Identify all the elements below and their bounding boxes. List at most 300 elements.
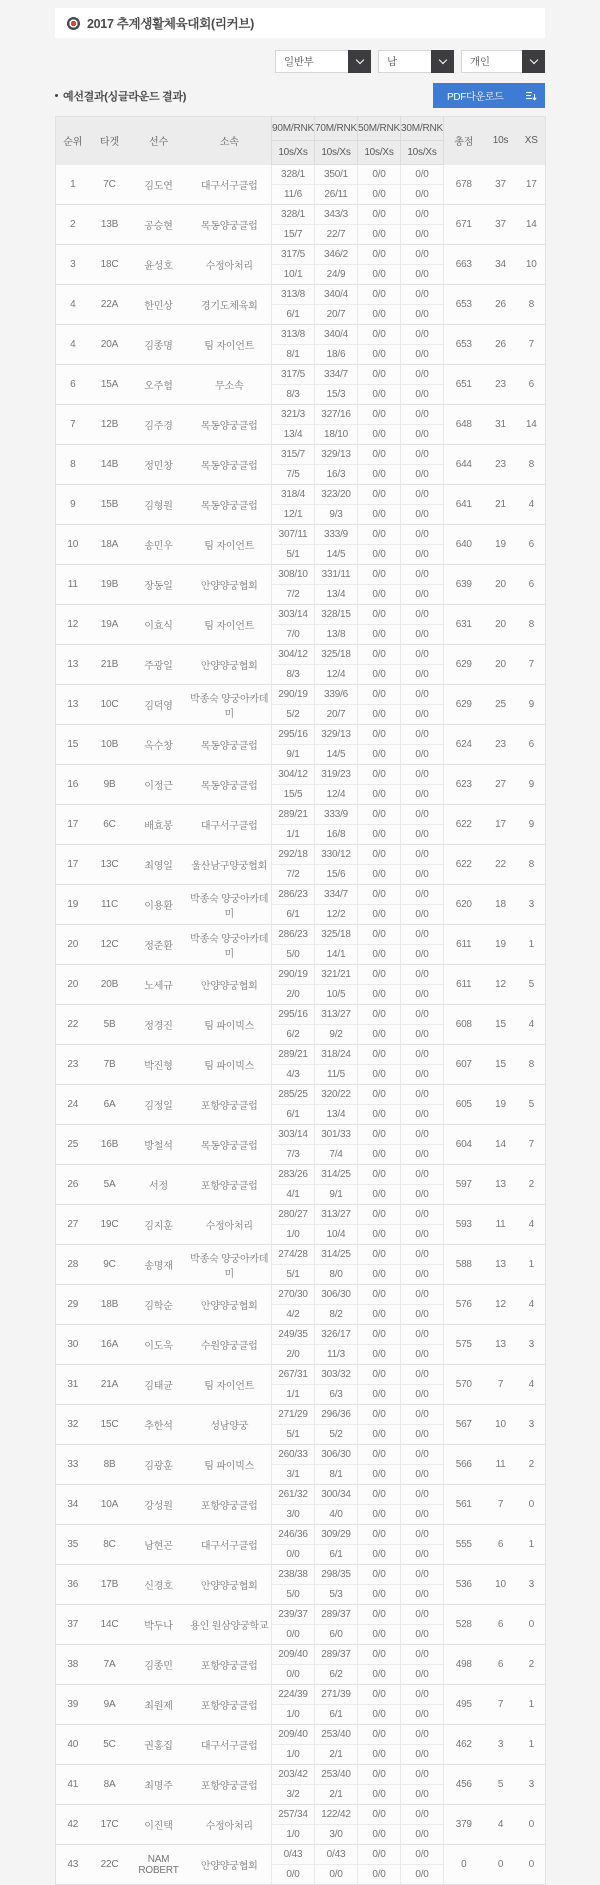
score-70m-line2: 8/0	[315, 1265, 358, 1285]
archery-target-icon	[67, 17, 80, 30]
club-cell: 수정아처리	[188, 1805, 272, 1845]
tens-cell: 6	[484, 1645, 518, 1685]
result-row	[56, 445, 546, 465]
total-cell: 631	[444, 605, 484, 645]
club-cell: 팀 자이언트	[188, 605, 272, 645]
xs-cell: 3	[518, 1325, 546, 1365]
total-cell: 663	[444, 245, 484, 285]
result-row	[56, 725, 546, 745]
score-50m-line1: 0/0	[358, 845, 401, 865]
score-90m-line1: 321/3	[272, 405, 315, 425]
club-cell: 안양양궁협회	[188, 1285, 272, 1325]
score-30m-line1: 0/0	[401, 1325, 444, 1345]
rank-cell: 2	[56, 205, 90, 245]
club-cell: 안양양궁협회	[188, 965, 272, 1005]
score-30m-line2: 0/0	[401, 1625, 444, 1645]
xs-cell: 1	[518, 1245, 546, 1285]
score-50m-line1: 0/0	[358, 965, 401, 985]
rank-cell: 42	[56, 1805, 90, 1845]
score-90m-line1: 260/33	[272, 1445, 315, 1465]
target-cell: 20A	[90, 325, 130, 365]
player-cell: 김형원	[130, 485, 188, 525]
score-90m-line2: 4/1	[272, 1185, 315, 1205]
score-70m-line1: 314/25	[315, 1245, 358, 1265]
score-90m-line2: 5/0	[272, 1585, 315, 1605]
score-50m-line1: 0/0	[358, 725, 401, 745]
score-50m-line2: 0/0	[358, 305, 401, 325]
score-50m-line1: 0/0	[358, 485, 401, 505]
score-70m-line2: 9/2	[315, 1025, 358, 1045]
score-30m-line1: 0/0	[401, 1405, 444, 1425]
score-90m-line2: 7/5	[272, 465, 315, 485]
club-cell: 포항양궁클럽	[188, 1685, 272, 1725]
xs-cell: 7	[518, 645, 546, 685]
score-70m-line2: 18/10	[315, 425, 358, 445]
tens-cell: 13	[484, 1165, 518, 1205]
player-cell: 이도욱	[130, 1325, 188, 1365]
score-50m-line1: 0/0	[358, 1645, 401, 1665]
total-cell: 653	[444, 285, 484, 325]
score-30m-line2: 0/0	[401, 185, 444, 205]
result-row	[56, 1085, 546, 1105]
total-cell: 629	[444, 685, 484, 725]
tens-cell: 27	[484, 765, 518, 805]
target-cell: 15A	[90, 365, 130, 405]
score-50m-line2: 0/0	[358, 905, 401, 925]
score-90m-line1: 313/8	[272, 285, 315, 305]
result-row	[56, 325, 546, 345]
score-30m-line2: 0/0	[401, 1225, 444, 1245]
score-90m-line1: 315/7	[272, 445, 315, 465]
score-70m-line1: 331/11	[315, 565, 358, 585]
player-cell: 박두나	[130, 1605, 188, 1645]
score-50m-line2: 0/0	[358, 785, 401, 805]
score-30m-line1: 0/0	[401, 1565, 444, 1585]
division-select-value: 일반부	[284, 56, 314, 68]
tens-cell: 12	[484, 1285, 518, 1325]
score-30m-line1: 0/0	[401, 1165, 444, 1185]
total-cell: 379	[444, 1805, 484, 1845]
pdf-download-button[interactable]	[433, 83, 545, 108]
target-cell: 10A	[90, 1485, 130, 1525]
score-70m-line1: 289/37	[315, 1605, 358, 1625]
score-30m-line2: 0/0	[401, 825, 444, 845]
score-50m-line2: 0/0	[358, 465, 401, 485]
score-70m-line1: 326/17	[315, 1325, 358, 1345]
score-30m-line1: 0/0	[401, 1765, 444, 1785]
score-30m-line1: 0/0	[401, 1125, 444, 1145]
tens-cell: 6	[484, 1525, 518, 1565]
xs-cell: 9	[518, 685, 546, 725]
tens-cell: 20	[484, 565, 518, 605]
target-cell: 5A	[90, 1165, 130, 1205]
gender-select[interactable]	[378, 50, 454, 73]
score-70m-line2: 15/3	[315, 385, 358, 405]
result-row	[56, 1285, 546, 1305]
score-50m-line2: 0/0	[358, 185, 401, 205]
score-50m-line2: 0/0	[358, 625, 401, 645]
result-row	[56, 925, 546, 945]
result-row	[56, 645, 546, 665]
score-90m-line1: 313/8	[272, 325, 315, 345]
score-50m-line2: 0/0	[358, 425, 401, 445]
result-row	[56, 405, 546, 425]
xs-cell: 2	[518, 1165, 546, 1205]
division-select-button[interactable]	[348, 50, 371, 73]
club-cell: 수정아처리	[188, 1205, 272, 1245]
rank-cell: 38	[56, 1645, 90, 1685]
score-90m-line2: 6/1	[272, 1105, 315, 1125]
score-50m-line1: 0/0	[358, 1325, 401, 1345]
score-90m-line1: 280/27	[272, 1205, 315, 1225]
score-50m-line1: 0/0	[358, 1485, 401, 1505]
score-90m-line1: 303/14	[272, 605, 315, 625]
score-90m-line2: 0/0	[272, 1625, 315, 1645]
score-30m-line1: 0/0	[401, 685, 444, 705]
score-30m-line2: 0/0	[401, 305, 444, 325]
tens-cell: 17	[484, 805, 518, 845]
result-row	[56, 1805, 546, 1825]
score-90m-line1: 304/12	[272, 765, 315, 785]
total-cell: 605	[444, 1085, 484, 1125]
score-50m-line1: 0/0	[358, 205, 401, 225]
player-cell: 송명재	[130, 1245, 188, 1285]
xs-cell: 5	[518, 1085, 546, 1125]
score-70m-line2: 11/3	[315, 1345, 358, 1365]
xs-cell: 8	[518, 845, 546, 885]
score-30m-line2: 0/0	[401, 265, 444, 285]
club-cell: 팀 파이빅스	[188, 1045, 272, 1085]
score-50m-line1: 0/0	[358, 1165, 401, 1185]
division-select[interactable]	[275, 50, 371, 73]
result-row	[56, 1405, 546, 1425]
xs-cell: 4	[518, 1285, 546, 1325]
chevron-down-icon	[355, 56, 363, 64]
score-70m-line1: 271/39	[315, 1685, 358, 1705]
score-70m-line1: 296/36	[315, 1405, 358, 1425]
player-cell: 윤성호	[130, 245, 188, 285]
score-30m-line2: 0/0	[401, 1385, 444, 1405]
total-cell: 611	[444, 965, 484, 1005]
score-50m-line1: 0/0	[358, 405, 401, 425]
type-select-button[interactable]	[522, 50, 545, 73]
score-50m-line1: 0/0	[358, 1285, 401, 1305]
player-cell: 이진택	[130, 1805, 188, 1845]
score-90m-line2: 6/2	[272, 1025, 315, 1045]
score-30m-line1: 0/0	[401, 245, 444, 265]
club-cell: 목동양궁클럽	[188, 725, 272, 765]
club-cell: 팀 자이언트	[188, 525, 272, 565]
score-30m-line2: 0/0	[401, 465, 444, 485]
score-30m-line2: 0/0	[401, 1865, 444, 1885]
score-30m-line2: 0/0	[401, 1065, 444, 1085]
tens-cell: 37	[484, 205, 518, 245]
score-50m-line2: 0/0	[358, 265, 401, 285]
score-90m-line1: 270/30	[272, 1285, 315, 1305]
score-30m-line1: 0/0	[401, 845, 444, 865]
score-70m-line1: 340/4	[315, 325, 358, 345]
target-cell: 16A	[90, 1325, 130, 1365]
score-90m-line1: 249/35	[272, 1325, 315, 1345]
club-cell: 목동양궁클럽	[188, 405, 272, 445]
tens-cell: 23	[484, 365, 518, 405]
score-90m-line1: 203/42	[272, 1765, 315, 1785]
xs-cell: 1	[518, 1525, 546, 1565]
score-30m-line2: 0/0	[401, 1105, 444, 1125]
xs-cell: 1	[518, 1725, 546, 1765]
score-30m-line2: 0/0	[401, 1185, 444, 1205]
result-row	[56, 525, 546, 545]
xs-cell: 8	[518, 285, 546, 325]
score-90m-line1: 209/40	[272, 1645, 315, 1665]
result-row	[56, 1005, 546, 1025]
club-cell: 목동양궁클럽	[188, 485, 272, 525]
section-label-wrap	[55, 88, 186, 104]
score-90m-line2: 1/0	[272, 1225, 315, 1245]
score-70m-line1: 298/35	[315, 1565, 358, 1585]
score-70m-line2: 13/8	[315, 625, 358, 645]
score-50m-line1: 0/0	[358, 1205, 401, 1225]
score-70m-line1: 323/20	[315, 485, 358, 505]
rank-cell: 11	[56, 565, 90, 605]
player-cell: 김주경	[130, 405, 188, 445]
col-header-50m: 50M/RNK	[358, 117, 401, 141]
total-cell: 604	[444, 1125, 484, 1165]
score-50m-line2: 0/0	[358, 1265, 401, 1285]
club-cell: 안양양궁협회	[188, 1845, 272, 1885]
score-90m-line2: 4/2	[272, 1305, 315, 1325]
target-cell: 18B	[90, 1285, 130, 1325]
target-cell: 18C	[90, 245, 130, 285]
score-90m-line2: 5/2	[272, 705, 315, 725]
score-90m-line1: 328/1	[272, 205, 315, 225]
rank-cell: 3	[56, 245, 90, 285]
score-70m-line1: 303/32	[315, 1365, 358, 1385]
result-row	[56, 805, 546, 825]
col-header-30m: 30M/RNK	[401, 117, 444, 141]
score-70m-line1: 253/40	[315, 1765, 358, 1785]
rank-cell: 7	[56, 405, 90, 445]
total-cell: 671	[444, 205, 484, 245]
score-90m-line1: 328/1	[272, 165, 315, 185]
score-50m-line2: 0/0	[358, 1345, 401, 1365]
tens-cell: 26	[484, 285, 518, 325]
score-50m-line1: 0/0	[358, 1605, 401, 1625]
player-cell: 김학순	[130, 1285, 188, 1325]
total-cell: 608	[444, 1005, 484, 1045]
score-90m-line2: 5/0	[272, 945, 315, 965]
score-70m-line2: 14/5	[315, 745, 358, 765]
score-50m-line2: 0/0	[358, 1665, 401, 1685]
rank-cell: 35	[56, 1525, 90, 1565]
score-90m-line1: 289/21	[272, 1045, 315, 1065]
score-30m-line2: 0/0	[401, 705, 444, 725]
col-header-player: 선수	[130, 117, 188, 165]
score-90m-line1: 209/40	[272, 1725, 315, 1745]
score-70m-line2: 6/3	[315, 1385, 358, 1405]
total-cell: 623	[444, 765, 484, 805]
score-30m-line1: 0/0	[401, 165, 444, 185]
score-50m-line1: 0/0	[358, 1245, 401, 1265]
score-30m-line1: 0/0	[401, 1725, 444, 1745]
score-70m-line2: 14/5	[315, 545, 358, 565]
player-cell: 박진형	[130, 1045, 188, 1085]
tens-cell: 7	[484, 1685, 518, 1725]
score-70m-line1: 300/34	[315, 1485, 358, 1505]
score-50m-line2: 0/0	[358, 825, 401, 845]
score-90m-line2: 0/0	[272, 1665, 315, 1685]
tens-cell: 19	[484, 1085, 518, 1125]
score-90m-line1: 286/23	[272, 885, 315, 905]
target-cell: 9A	[90, 1685, 130, 1725]
target-cell: 14C	[90, 1605, 130, 1645]
score-90m-line1: 290/19	[272, 685, 315, 705]
target-cell: 5B	[90, 1005, 130, 1045]
score-90m-line1: 261/32	[272, 1485, 315, 1505]
rank-cell: 13	[56, 645, 90, 685]
score-30m-line1: 0/0	[401, 485, 444, 505]
score-50m-line1: 0/0	[358, 325, 401, 345]
score-50m-line2: 0/0	[358, 1825, 401, 1845]
score-30m-line1: 0/0	[401, 965, 444, 985]
tens-cell: 22	[484, 845, 518, 885]
score-70m-line1: 320/22	[315, 1085, 358, 1105]
score-50m-line1: 0/0	[358, 245, 401, 265]
section-row	[55, 83, 545, 108]
sub-header-90m: 10s/Xs	[272, 141, 315, 165]
score-70m-line2: 9/3	[315, 505, 358, 525]
target-cell: 15C	[90, 1405, 130, 1445]
type-select[interactable]	[461, 50, 545, 73]
result-row	[56, 685, 546, 705]
result-row	[56, 885, 546, 905]
score-70m-line1: 330/12	[315, 845, 358, 865]
total-cell: 0	[444, 1845, 484, 1885]
score-50m-line1: 0/0	[358, 285, 401, 305]
target-cell: 8B	[90, 1445, 130, 1485]
title-bar	[55, 8, 545, 38]
player-cell: 강성원	[130, 1485, 188, 1525]
xs-cell: 6	[518, 365, 546, 405]
col-header-rank: 순위	[56, 117, 90, 165]
score-30m-line1: 0/0	[401, 525, 444, 545]
score-70m-line2: 9/1	[315, 1185, 358, 1205]
tens-cell: 10	[484, 1405, 518, 1445]
score-50m-line1: 0/0	[358, 1725, 401, 1745]
player-cell: 주광일	[130, 645, 188, 685]
xs-cell: 5	[518, 965, 546, 1005]
total-cell: 678	[444, 165, 484, 205]
rank-cell: 17	[56, 845, 90, 885]
result-row	[56, 1165, 546, 1185]
col-header-xs: XS	[518, 117, 546, 165]
chevron-down-icon	[529, 56, 537, 64]
rank-cell: 37	[56, 1605, 90, 1645]
score-30m-line1: 0/0	[401, 285, 444, 305]
target-cell: 10B	[90, 725, 130, 765]
rank-cell: 4	[56, 285, 90, 325]
score-50m-line2: 0/0	[358, 1785, 401, 1805]
table-body	[56, 165, 546, 1885]
score-30m-line2: 0/0	[401, 1425, 444, 1445]
total-cell: 622	[444, 845, 484, 885]
target-cell: 7C	[90, 165, 130, 205]
score-70m-line1: 343/3	[315, 205, 358, 225]
col-header-10s: 10s	[484, 117, 518, 165]
score-50m-line2: 0/0	[358, 1185, 401, 1205]
score-90m-line1: 0/43	[272, 1845, 315, 1865]
page-container	[55, 0, 545, 1885]
score-30m-line2: 0/0	[401, 1745, 444, 1765]
total-cell: 620	[444, 885, 484, 925]
result-row	[56, 365, 546, 385]
tens-cell: 23	[484, 725, 518, 765]
club-cell: 포항양궁클럽	[188, 1165, 272, 1205]
club-cell: 포항양궁클럽	[188, 1765, 272, 1805]
score-90m-line1: 274/28	[272, 1245, 315, 1265]
col-header-90m: 90M/RNK	[272, 117, 315, 141]
score-50m-line1: 0/0	[358, 885, 401, 905]
score-50m-line2: 0/0	[358, 1145, 401, 1165]
score-30m-line2: 0/0	[401, 505, 444, 525]
result-row	[56, 1565, 546, 1585]
total-cell: 611	[444, 925, 484, 965]
score-70m-line2: 24/9	[315, 265, 358, 285]
target-cell: 9B	[90, 765, 130, 805]
gender-select-button[interactable]	[431, 50, 454, 73]
rank-cell: 13	[56, 685, 90, 725]
xs-cell: 6	[518, 725, 546, 765]
score-50m-line1: 0/0	[358, 1805, 401, 1825]
club-cell: 목동양궁클럽	[188, 1125, 272, 1165]
xs-cell: 6	[518, 525, 546, 565]
score-30m-line2: 0/0	[401, 1545, 444, 1565]
score-30m-line1: 0/0	[401, 1605, 444, 1625]
score-70m-line2: 16/3	[315, 465, 358, 485]
tens-cell: 14	[484, 1125, 518, 1165]
score-30m-line2: 0/0	[401, 1305, 444, 1325]
chevron-down-icon	[438, 56, 446, 64]
score-50m-line2: 0/0	[358, 1065, 401, 1085]
tens-cell: 21	[484, 485, 518, 525]
score-30m-line2: 0/0	[401, 225, 444, 245]
score-70m-line1: 329/13	[315, 725, 358, 745]
score-50m-line2: 0/0	[358, 1225, 401, 1245]
player-cell: 방철석	[130, 1125, 188, 1165]
score-30m-line2: 0/0	[401, 945, 444, 965]
result-row	[56, 765, 546, 785]
total-cell: 566	[444, 1445, 484, 1485]
total-cell: 462	[444, 1725, 484, 1765]
score-70m-line1: 122/42	[315, 1805, 358, 1825]
score-70m-line1: 314/25	[315, 1165, 358, 1185]
section-label: 예선결과(싱글라운드 결과)	[63, 90, 187, 103]
target-cell: 7B	[90, 1045, 130, 1085]
score-70m-line1: 306/30	[315, 1445, 358, 1465]
rank-cell: 43	[56, 1845, 90, 1885]
xs-cell: 2	[518, 1645, 546, 1685]
xs-cell: 3	[518, 1405, 546, 1445]
rank-cell: 22	[56, 1005, 90, 1045]
tens-cell: 7	[484, 1365, 518, 1405]
score-90m-line1: 292/18	[272, 845, 315, 865]
total-cell: 555	[444, 1525, 484, 1565]
score-90m-line1: 246/36	[272, 1525, 315, 1545]
score-90m-line2: 8/1	[272, 345, 315, 365]
total-cell: 651	[444, 365, 484, 405]
pdf-download-icon	[525, 90, 537, 102]
score-50m-line1: 0/0	[358, 1565, 401, 1585]
